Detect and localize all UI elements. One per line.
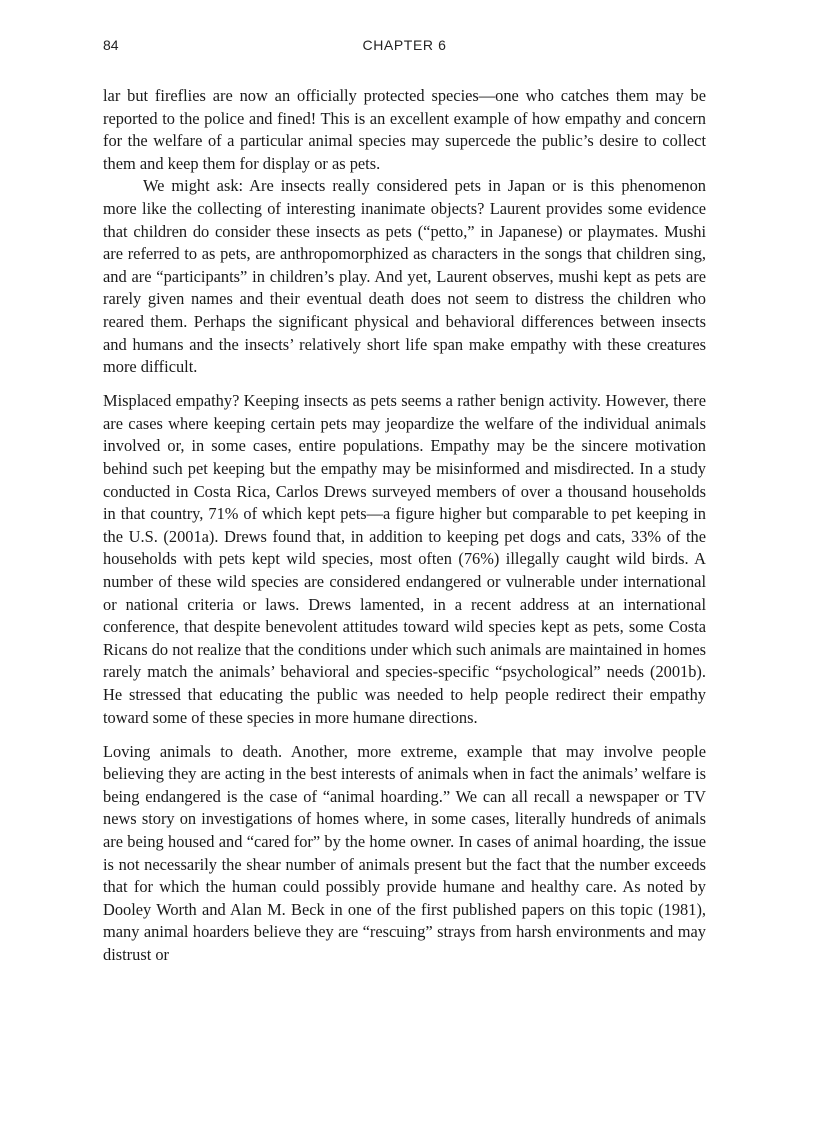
running-header	[103, 37, 706, 57]
paragraph-misplaced-empathy: Misplaced empathy? Keeping insects as pets seems a rather benign activity. However, there are cases where keeping certain pets may jeopardize the welfare of the individual animals involved or, in some cases, entire populations. Empathy may be the sincere motivation behind such pet keeping but the empathy may be misinformed and misdirected. In a study conducted in Costa Rica, Carlos Drews surveyed members of over a thousand households in that country, 71% of which kept pets—a figure higher but comparable to pet keeping in the U.S. (2001a). Drews found that, in addition to keeping pet dogs and cats, 33% of the households with pets kept wild species, most often (76%) illegally caught wild birds. A number of these wild species are considered endangered or vulnerable under international or national criteria or laws. Drews lamented, in a recent address at an international conference, that despite benevolent attitudes toward wild species kept as pets, some Costa Ricans do not realize that the conditions under which such animals are maintained in homes rarely match the animals’ behavioral and species-specific “psychological” needs (2001b). He stressed that educating the public was needed to help people redirect their empathy toward some of these species in more humane directions.	[103, 391, 706, 727]
paragraph-loving-animals-to-death: Loving animals to death. Another, more extreme, example that may involve people believing they are acting in the best interests of animals when in fact the animals’ welfare is being endangered is the case of “animal hoarding.” We can all recall a newspaper or TV news story on investigations of homes where, in some cases, literally hundreds of animals are being housed and “cared for” by the home owner. In cases of animal hoarding, the issue is not necessarily the shear number of animals present but the fact that the number exceeds that for which the human could possibly provide humane and healthy care. As noted by Dooley Worth and Alan M. Beck in one of the first published papers on this topic (1981), many animal hoarders believe they are “rescuing” strays from harsh environments and may distrust or	[103, 741, 706, 964]
body-text	[103, 85, 706, 967]
paragraph: We might ask: Are insects really considered pets in Japan or is this phenomenon more like the collecting of interesting inanimate objects? Laurent provides some evidence that children do consider these insects as pets (“petto,” in Japanese) or playmates. Mushi are referred to as pets, are anthropomorphized as characters in the songs that children sing, and are “participants” in children’s play. And yet, Laurent observes, mushi kept as pets are rarely given names and their eventual death does not seem to distress the children who reared them. Perhaps the significant physical and behavioral differences between insects and humans and the insects’ relatively short life span make empathy with these creatures more difficult.	[103, 176, 706, 377]
page-number: 84	[103, 37, 119, 53]
chapter-title: CHAPTER 6	[362, 37, 447, 53]
paragraph-continued: lar but fireflies are now an officially protected species—one who catches them may be reported to the police and fined! This is an excellent example of how empathy and concern for the welfare of a particular animal species may supercede the public’s desire to collect them and keep them for display or as pets.	[103, 86, 706, 173]
